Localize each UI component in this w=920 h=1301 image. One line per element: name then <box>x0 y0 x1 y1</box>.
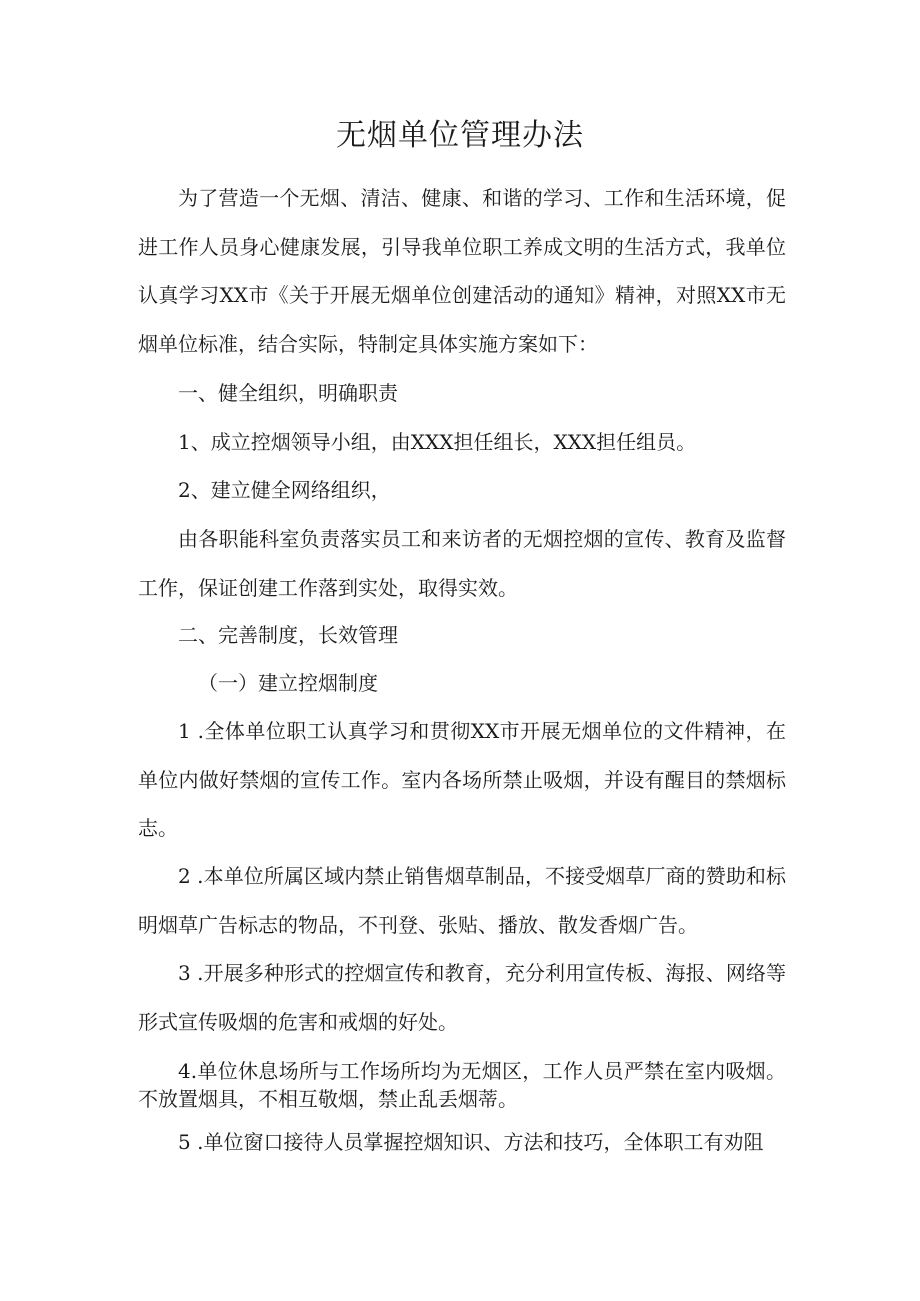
intro-paragraph: 为了营造一个无烟、清洁、健康、和谐的学习、工作和生活环境，促进工作人员身心健康发展，引导我单位职工养成文明的生活方式，我单位认真学习XX市《关于开展无烟单位创建活动的通知》精神，对照XX市无烟单位标准，结合实际，特制定具体实施方案如下： <box>138 186 786 356</box>
item-1-2-detail: 由各职能科室负责落实员工和来访者的无烟控烟的宣传、教育及监督工作，保证创建工作落到实处，取得实效。 <box>138 527 786 600</box>
rule-4: 4.单位休息场所与工作场所均为无烟区，工作人员严禁在室内吸烟。不放置烟具，不相互敬烟，禁止乱丢烟蒂。 <box>138 1059 786 1111</box>
subsection-heading-1: （一）建立控烟制度 <box>198 671 378 695</box>
rule-3: 3 .开展多种形式的控烟宣传和教育，充分利用宣传板、海报、网络等形式宣传吸烟的危害和戒烟的好处。 <box>138 961 786 1034</box>
item-1-1: 1、成立控烟领导小组，由XXX担任组长，XXX担任组员。 <box>178 430 697 454</box>
section-heading-1: 一、健全组织，明确职责 <box>178 381 398 405</box>
rule-1: 1 .全体单位职工认真学习和贯彻XX市开展无烟单位的文件精神，在单位内做好禁烟的宣传工作。室内各场所禁止吸烟，并设有醒目的禁烟标志。 <box>138 719 786 840</box>
section-heading-2: 二、完善制度，长效管理 <box>178 623 398 647</box>
rule-2: 2 .本单位所属区域内禁止销售烟草制品，不接受烟草厂商的赞助和标明烟草广告标志的物品，不刊登、张贴、播放、散发香烟广告。 <box>138 864 786 937</box>
item-1-2: 2、建立健全网络组织， <box>178 478 391 502</box>
document-title: 无烟单位管理办法 <box>336 118 584 153</box>
rule-5: 5 .单位窗口接待人员掌握控烟知识、方法和技巧，全体职工有劝阻 <box>178 1130 764 1154</box>
